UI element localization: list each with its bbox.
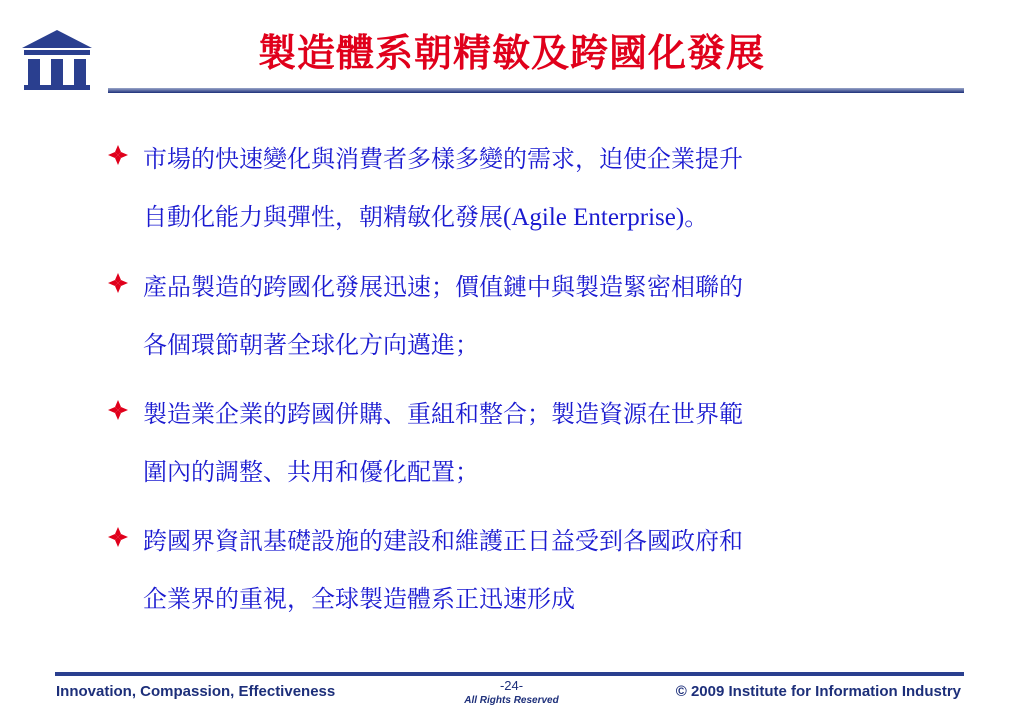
slide-title: 製造體系朝精敏及跨國化發展 (257, 31, 765, 75)
bullet-line: 製造業企業的跨國併購、重組和整合；製造資源在世界範 (143, 400, 743, 428)
bullet-line: 各個環節朝著全球化方向邁進； (143, 331, 479, 359)
diamond-bullet-icon (107, 399, 129, 421)
bullet-item (105, 130, 935, 247)
bullet-latin-term: (Agile Enterprise) (503, 204, 685, 231)
diamond-bullet-icon (107, 526, 129, 548)
title-divider (108, 88, 964, 93)
diamond-bullet-icon (107, 144, 129, 166)
bullet-item (105, 258, 935, 374)
diamond-bullet-icon (107, 272, 129, 294)
bullet-line: 企業界的重視，全球製造體系正迅速形成 (143, 585, 575, 613)
page-number: -24- (499, 678, 524, 693)
rights-notice: All Rights Reserved (464, 695, 559, 706)
bullet-line: 圍內的調整、共用和優化配置； (143, 458, 479, 486)
bullet-line: 產品製造的跨國化發展迅速；價值鏈中與製造緊密相聯的 (143, 273, 743, 301)
bullet-text (143, 130, 935, 247)
bullet-item (105, 385, 935, 501)
bullet-line: 市場的快速變化與消費者多樣多變的需求，迫使企業提升 (143, 145, 743, 173)
copyright-notice: © 2009 Institute for Information Industry (675, 683, 961, 700)
bullet-line: 跨國界資訊基礎設施的建設和維護正日益受到各國政府和 (143, 527, 743, 555)
footer-slogan: Innovation, Compassion, Effectiveness (56, 683, 336, 700)
bullet-list (105, 130, 935, 639)
bullet-item (105, 512, 935, 628)
bullet-text (143, 385, 935, 501)
footer-divider (55, 672, 964, 676)
bullet-line: 自動化能力與彈性，朝精敏化發展 (143, 203, 503, 231)
bullet-text (143, 258, 935, 374)
bullet-line-tail: 。 (684, 203, 709, 231)
bullet-text (143, 512, 935, 628)
